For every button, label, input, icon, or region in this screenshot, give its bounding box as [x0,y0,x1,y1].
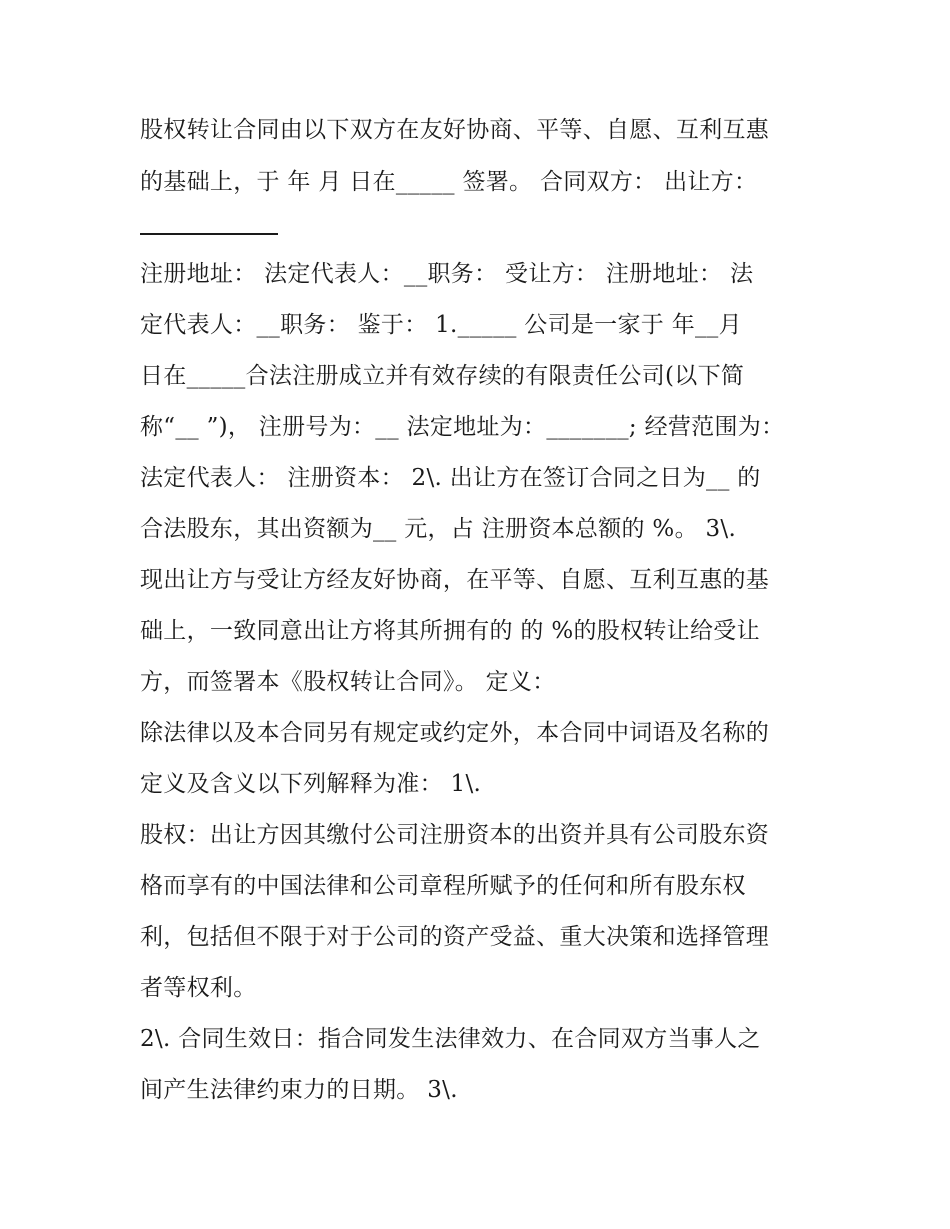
text-line: 合法股东，其出资额为__ 元，占 注册资本总额的 %。 3\. [140,516,737,542]
text-line: 定义及含义以下列解释为准： 1\. [140,771,482,797]
text-line: 除法律以及本合同另有规定或约定外，本合同中词语及名称的 [140,720,770,746]
text-line: 格而享有的中国法律和公司章程所赋予的任何和所有股东权 [140,873,746,899]
text-line: 股权：出让方因其缴付公司注册资本的出资并具有公司股东资 [140,822,770,848]
signature-underline [140,233,278,235]
text-line: 方，而签署本《股权转让合同》。 定义： [140,669,556,695]
text-line: 2\. 合同生效日：指合同发生法律效力、在合同双方当事人之 [140,1026,761,1052]
text-line: 的基础上，于 年 月 日在_____ 签署。 合同双方： 出让方： [140,169,758,195]
text-line: 称“__ ”)， 注册号为：__ 法定地址为：_______; 经营范围为： [140,414,785,440]
text-line: 日在_____合法注册成立并有效存续的有限责任公司(以下简 [140,363,745,389]
text-line: 间产生法律约束力的日期。 3\. [140,1077,458,1103]
text-line: 定代表人：__职务： 鉴于： 1._____ 公司是一家于 年__月 [140,312,742,338]
text-line: 股权转让合同由以下双方在友好协商、平等、自愿、互利互惠 [140,117,770,143]
text-line: 注册地址： 法定代表人：__职务： 受让方： 注册地址： 法 [140,261,754,287]
text-line: 者等权利。 [140,975,257,1001]
text-line: 法定代表人： 注册资本： 2\. 出让方在签订合同之日为__ 的 [140,465,761,491]
text-line: 础上，一致同意出让方将其所拥有的 的 %的股权转让给受让 [140,618,760,644]
text-line: 利，包括但不限于对于公司的资产受益、重大决策和选择管理 [140,924,770,950]
text-line: 现出让方与受让方经友好协商，在平等、自愿、互利互惠的基 [140,567,770,593]
